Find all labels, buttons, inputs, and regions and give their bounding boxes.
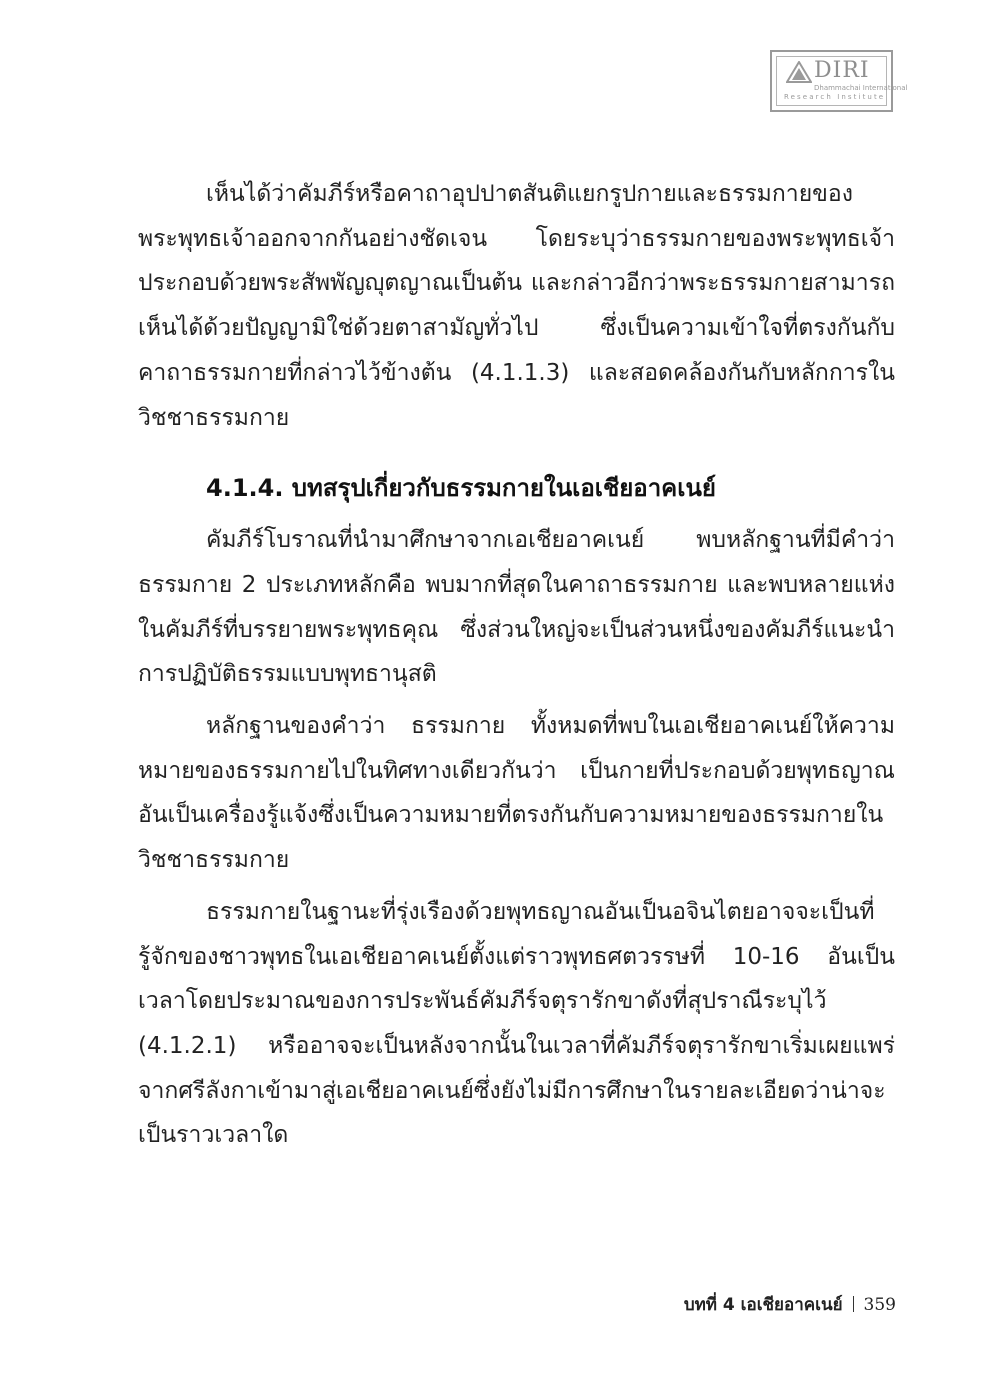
page-footer — [684, 1293, 896, 1317]
summary-paragraph-2: หลักฐานของคำว่า ธรรมกาย ทั้งหมดที่พบในเอเชียอาคเนย์ให้ความหมายของธรรมกายไปในทิศทางเดียวกันว่า เป็นกายที่ประกอบด้วยพุทธญาณอันเป็นเครื่องรู้แจ้งซึ่งเป็นความหมายที่ตรงกันกับความหมายของธรรมกายในวิชชาธรรมกาย — [138, 713, 895, 874]
footer-chapter: บทที่ 4 เอเชียอาคเนย์ — [683, 1295, 843, 1315]
footer-separator — [853, 1296, 854, 1312]
logo-subtitle-1: Dhammachai International — [814, 84, 908, 92]
summary-paragraph-1: คัมภีร์โบราณที่นำมาศึกษาจากเอเชียอาคเนย์ พบหลักฐานที่มีคำว่าธรรมกาย 2 ประเภทหลักคือ พบมากที่สุดในคาถาธรรมกาย และพบหลายแห่งในคัมภีร์ที่บรรยายพระพุทธคุณ ซึ่งส่วนใหญ่จะเป็นส่วนหนึ่งของคัมภีร์แนะนำการปฏิบัติธรรมแบบพุทธานุสติ — [138, 527, 895, 688]
intro-paragraph: เห็นได้ว่าคัมภีร์หรือคาถาอุปปาตสันติแยกรูปกายและธรรมกายของพระพุทธเจ้าออกจากกันอย่างชัดเจน โดยระบุว่าธรรมกายของพระพุทธเจ้าประกอบด้วยพระสัพพัญญุตญาณเป็นต้น และกล่าวอีกว่าพระธรรมกายสามารถเห็นได้ด้วยปัญญามิใช่ด้วยตาสามัญทั่วไป ซึ่งเป็นความเข้าใจที่ตรงกันกับคาถาธรรมกายที่กล่าวไว้ข้างต้น (4.1.1.3) และสอดคล้องกันกับหลักการในวิชชาธรรมกาย — [138, 181, 895, 431]
page-number: 359 — [863, 1295, 896, 1315]
section-heading: 4.1.4. บทสรุปเกี่ยวกับธรรมกายในเอเชียอาคเนย์ — [206, 474, 716, 503]
diri-logo — [770, 50, 908, 112]
summary-paragraph-3: ธรรมกายในฐานะที่รุ่งเรืองด้วยพุทธญาณอันเป็นอจินไตยอาจจะเป็นที่รู้จักของชาวพุทธในเอเชียอาคเนย์ตั้งแต่ราวพุทธศตวรรษที่ 10-16 อันเป็นเวลาโดยประมาณของการประพันธ์คัมภีร์จตุรารักขาดังที่สุปราณีระบุไว้ (4.1.2.1) หรืออาจจะเป็นหลังจากนั้นในเวลาที่คัมภีร์จตุรารักขาเริ่มเผยแพร่จากศรีลังกาเข้ามาสู่เอเชียอาคเนย์ซึ่งยังไม่มีการศึกษาในรายละเอียดว่าน่าจะเป็นราวเวลาใด — [138, 898, 895, 1149]
page-body — [138, 172, 895, 1158]
logo-name: DIRI — [814, 58, 870, 83]
logo-subtitle-2: Research Institute — [784, 93, 886, 101]
dhammachai-triangle-icon — [786, 61, 812, 83]
